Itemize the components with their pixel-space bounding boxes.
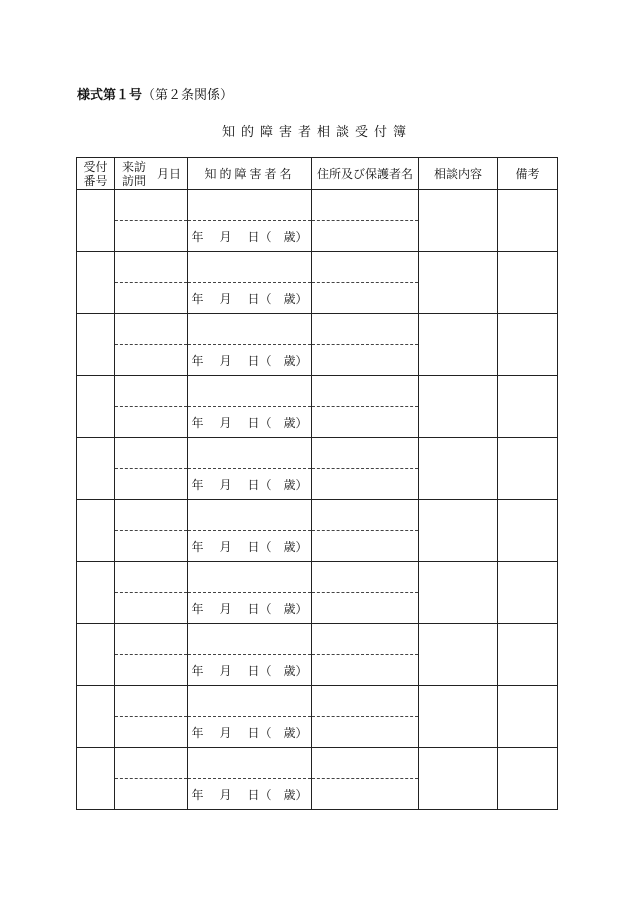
guardian-cell[interactable]	[312, 221, 419, 252]
guardian-cell[interactable]	[312, 655, 419, 686]
person-name-cell[interactable]	[188, 314, 312, 345]
remarks-cell[interactable]	[498, 252, 558, 314]
receipt-number-cell[interactable]	[77, 562, 115, 624]
birthdate-age-cell[interactable]: 年 月 日（ 歳）	[188, 221, 312, 252]
receipt-number-cell[interactable]	[77, 252, 115, 314]
person-name-cell[interactable]	[188, 562, 312, 593]
birthdate-age-cell[interactable]: 年 月 日（ 歳）	[188, 345, 312, 376]
address-cell[interactable]	[312, 314, 419, 345]
birthdate-age-cell[interactable]: 年 月 日（ 歳）	[188, 407, 312, 438]
remarks-cell[interactable]	[498, 190, 558, 252]
guardian-cell[interactable]	[312, 407, 419, 438]
birthdate-age-cell[interactable]: 年 月 日（ 歳）	[188, 593, 312, 624]
consultation-cell[interactable]	[419, 252, 498, 314]
consultation-cell[interactable]	[419, 624, 498, 686]
address-cell[interactable]	[312, 686, 419, 717]
guardian-cell[interactable]	[312, 469, 419, 500]
receipt-number-cell[interactable]	[77, 438, 115, 500]
consultation-cell[interactable]	[419, 686, 498, 748]
guardian-cell[interactable]	[312, 779, 419, 810]
table-row	[77, 562, 558, 593]
form-relation: （第２条関係）	[142, 88, 234, 103]
header-receipt-number: 受付 番号	[77, 158, 115, 190]
visit-date-cell-lower[interactable]	[115, 283, 188, 314]
visit-date-cell-upper[interactable]	[115, 252, 188, 283]
person-name-cell[interactable]	[188, 500, 312, 531]
receipt-number-cell[interactable]	[77, 190, 115, 252]
header-address-guardian: 住所及び保護者名	[312, 158, 419, 190]
birthdate-age-cell[interactable]: 年 月 日（ 歳）	[188, 531, 312, 562]
address-cell[interactable]	[312, 376, 419, 407]
header-consultation: 相談内容	[419, 158, 498, 190]
person-name-cell[interactable]	[188, 190, 312, 221]
consultation-cell[interactable]	[419, 376, 498, 438]
person-name-cell[interactable]	[188, 376, 312, 407]
birthdate-age-cell[interactable]: 年 月 日（ 歳）	[188, 717, 312, 748]
consultation-cell[interactable]	[419, 314, 498, 376]
table-row	[77, 252, 558, 283]
consultation-cell[interactable]	[419, 500, 498, 562]
receipt-number-cell[interactable]	[77, 748, 115, 810]
consultation-cell[interactable]	[419, 562, 498, 624]
address-cell[interactable]	[312, 562, 419, 593]
person-name-cell[interactable]	[188, 748, 312, 779]
document-title: 知的障害者相談受付簿	[221, 125, 412, 140]
consultation-register-table	[76, 157, 558, 810]
person-name-cell[interactable]	[188, 252, 312, 283]
remarks-cell[interactable]	[498, 686, 558, 748]
visit-date-cell-upper[interactable]	[115, 190, 188, 221]
address-cell[interactable]	[312, 190, 419, 221]
birthdate-age-cell[interactable]: 年 月 日（ 歳）	[188, 655, 312, 686]
remarks-cell[interactable]	[498, 562, 558, 624]
birthdate-age-cell[interactable]: 年 月 日（ 歳）	[188, 469, 312, 500]
visit-date-cell-upper[interactable]	[115, 438, 188, 469]
visit-date-cell-lower[interactable]	[115, 531, 188, 562]
remarks-cell[interactable]	[498, 438, 558, 500]
guardian-cell[interactable]	[312, 283, 419, 314]
visit-date-cell-lower[interactable]	[115, 221, 188, 252]
form-number-label	[77, 84, 233, 103]
receipt-number-cell[interactable]	[77, 376, 115, 438]
header-row	[77, 158, 558, 190]
visit-date-cell-lower[interactable]	[115, 717, 188, 748]
visit-date-cell-upper[interactable]	[115, 500, 188, 531]
table-row	[77, 438, 558, 469]
header-remarks: 備考	[498, 158, 558, 190]
remarks-cell[interactable]	[498, 500, 558, 562]
visit-date-cell-lower[interactable]	[115, 469, 188, 500]
address-cell[interactable]	[312, 252, 419, 283]
person-name-cell[interactable]	[188, 686, 312, 717]
table-row	[77, 314, 558, 345]
remarks-cell[interactable]	[498, 314, 558, 376]
address-cell[interactable]	[312, 500, 419, 531]
guardian-cell[interactable]	[312, 717, 419, 748]
visit-date-cell-lower[interactable]	[115, 655, 188, 686]
visit-date-cell-upper[interactable]	[115, 376, 188, 407]
consultation-cell[interactable]	[419, 748, 498, 810]
visit-date-cell-upper[interactable]	[115, 748, 188, 779]
address-cell[interactable]	[312, 438, 419, 469]
address-cell[interactable]	[312, 624, 419, 655]
header-visit-date: 来訪 訪問 月日	[115, 158, 188, 190]
remarks-cell[interactable]	[498, 624, 558, 686]
register-body	[77, 190, 558, 810]
consultation-cell[interactable]	[419, 438, 498, 500]
receipt-number-cell[interactable]	[77, 686, 115, 748]
address-cell[interactable]	[312, 748, 419, 779]
birthdate-age-cell[interactable]: 年 月 日（ 歳）	[188, 283, 312, 314]
table-row	[77, 748, 558, 779]
form-number: 様式第１号	[77, 88, 143, 103]
visit-date-cell-lower[interactable]	[115, 593, 188, 624]
consultation-cell[interactable]	[419, 190, 498, 252]
visit-date-cell-upper[interactable]	[115, 562, 188, 593]
visit-date-cell-upper[interactable]	[115, 624, 188, 655]
visit-date-cell-lower[interactable]	[115, 407, 188, 438]
person-name-cell[interactable]	[188, 438, 312, 469]
receipt-number-cell[interactable]	[77, 624, 115, 686]
visit-date-cell-lower[interactable]	[115, 779, 188, 810]
guardian-cell[interactable]	[312, 531, 419, 562]
visit-date-cell-lower[interactable]	[115, 345, 188, 376]
table-row	[77, 190, 558, 221]
guardian-cell[interactable]	[312, 593, 419, 624]
person-name-cell[interactable]	[188, 624, 312, 655]
remarks-cell[interactable]	[498, 376, 558, 438]
table-row	[77, 376, 558, 407]
table-row	[77, 500, 558, 531]
table-row	[77, 624, 558, 655]
visit-date-cell-upper[interactable]	[115, 314, 188, 345]
remarks-cell[interactable]	[498, 748, 558, 810]
visit-date-cell-upper[interactable]	[115, 686, 188, 717]
receipt-number-cell[interactable]	[77, 314, 115, 376]
birthdate-age-cell[interactable]: 年 月 日（ 歳）	[188, 779, 312, 810]
header-person-name: 知的障害者名	[188, 158, 312, 190]
receipt-number-cell[interactable]	[77, 500, 115, 562]
guardian-cell[interactable]	[312, 345, 419, 376]
table-row	[77, 686, 558, 717]
